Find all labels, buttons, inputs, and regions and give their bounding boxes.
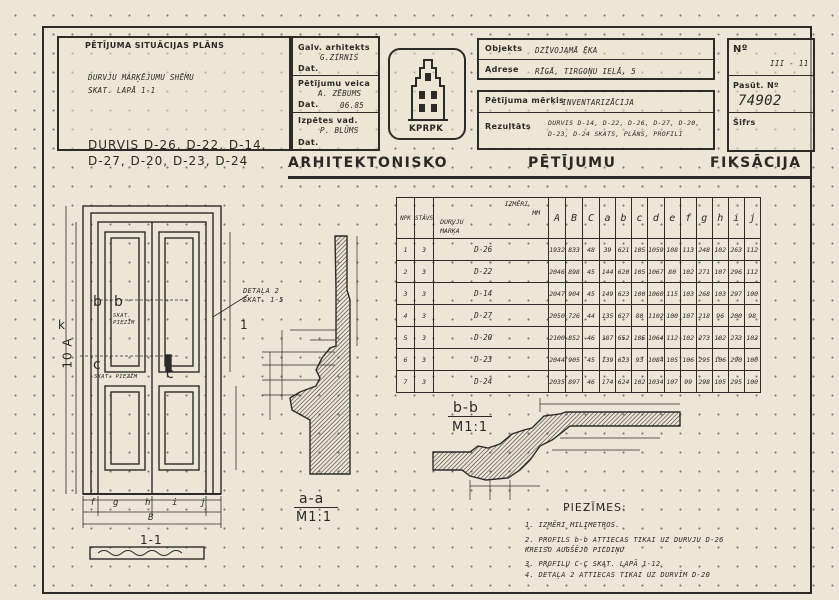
cell-value: 1067 (648, 261, 665, 283)
col-header-mark (434, 198, 549, 239)
purpose-label: Pētījuma mērķis (485, 96, 565, 105)
col-header-h: h (712, 198, 728, 239)
mark-b-note-1: SKAT. (113, 313, 132, 319)
cell-value: 1932 (549, 239, 566, 261)
table-row (397, 349, 761, 371)
lead-value: A. ZĒBUMS (318, 89, 362, 98)
cell-value: 102 (680, 261, 696, 283)
cell-value: 45 (583, 349, 600, 371)
chief-value: G.ZIRNIS (320, 53, 359, 62)
cell-value: 100 (632, 283, 648, 305)
cell-value: 624 (616, 371, 632, 393)
mark-b-note-2: PIEZĪM (113, 320, 135, 326)
cell-value: 623 (616, 283, 632, 305)
col-header-j: j (744, 198, 760, 239)
table-row (397, 239, 761, 261)
mark-c-note: SKAT. PIEZĪM (94, 374, 138, 380)
cell-value: 144 (600, 261, 616, 283)
cell-value: 295 (728, 371, 744, 393)
cell-value: 100 (744, 349, 760, 371)
banner-word-2: PĒTĪJUMU (528, 155, 617, 171)
cell-value: 80 (632, 305, 648, 327)
object-value: DZĪVOJAMĀ ĒKA (535, 46, 598, 55)
col-header-B: B (566, 198, 583, 239)
profile-bb-scale: M1:1 (452, 420, 489, 435)
bottom-dim-h: h (145, 498, 151, 508)
col-header-A: A (549, 198, 566, 239)
col-header-i: i (728, 198, 744, 239)
cell-value: 108 (664, 239, 680, 261)
row-door-mark: D-22 (434, 261, 549, 283)
cell-value: 2035 (549, 371, 566, 393)
cell-value: 44 (583, 305, 600, 327)
cell-value: 1064 (648, 327, 665, 349)
cell-value: 621 (616, 239, 632, 261)
situation-text-1: DURVJU MARĶĒJUMU SHĒMU (88, 73, 194, 82)
cell-value: 100 (744, 371, 760, 393)
cell-value: 1102 (648, 305, 665, 327)
cell-value: 139 (600, 349, 616, 371)
cell-value: 298 (696, 371, 712, 393)
row-door-mark: D-14 (434, 283, 549, 305)
row-number: 5 (397, 327, 415, 349)
note-2a: 2. PROFILS b-b ATTIECAS TIKAI UZ DURVJU D-26 (525, 536, 724, 544)
mark-c-2: c (166, 366, 175, 382)
cell-value: 1060 (648, 283, 665, 305)
mark-b-2: b (114, 294, 124, 310)
cell-value: 112 (744, 261, 760, 283)
row-floor: 3 (415, 327, 434, 349)
col-header-mark-2: MARĶA (440, 227, 460, 235)
profile-aa-title: a-a (299, 491, 325, 507)
cell-value: 102 (680, 327, 696, 349)
cell-value: 98 (744, 305, 760, 327)
cell-value: 627 (616, 305, 632, 327)
cell-value: 852 (566, 327, 583, 349)
banner-word-1: ARHITEKTONISKO (288, 155, 449, 171)
cell-value: 107 (680, 305, 696, 327)
results-label: Rezultāts (485, 122, 532, 131)
cell-value: 105 (632, 239, 648, 261)
table-row (397, 327, 761, 349)
cell-value: 620 (616, 261, 632, 283)
cell-value: 290 (728, 349, 744, 371)
cell-value: 113 (680, 239, 696, 261)
cell-value: 218 (696, 305, 712, 327)
col-header-mark-unit: MM (532, 209, 541, 217)
cell-value: 103 (712, 283, 728, 305)
banner-word-3: FIKSĀCIJA (710, 155, 802, 171)
col-header-floor: STĀVS (415, 198, 434, 239)
col-header-a: a (600, 198, 616, 239)
cell-value: 102 (712, 327, 728, 349)
cell-value: 107 (664, 371, 680, 393)
col-header-nr: NPK (397, 198, 415, 239)
cell-value: 273 (696, 327, 712, 349)
cell-value: 905 (566, 349, 583, 371)
table-row (397, 305, 761, 327)
address-value: RĪGĀ, TIRGOŅU IELĀ, 5 (535, 67, 637, 76)
cell-value: 45 (583, 283, 600, 305)
cell-value: 295 (696, 349, 712, 371)
results-line-2: D-23, D-24 SKATS, PLĀNS, PROFILI (548, 130, 683, 138)
cell-value: 2044 (549, 349, 566, 371)
cell-value: 135 (600, 305, 616, 327)
bottom-dim-f: f (90, 498, 96, 508)
drawn-value: P. BLŪMS (320, 126, 359, 135)
cell-value: 833 (566, 239, 583, 261)
col-header-f: f (680, 198, 696, 239)
cell-value: 115 (664, 283, 680, 305)
cell-value: 48 (583, 239, 600, 261)
cell-value: 112 (744, 239, 760, 261)
cell-value: 263 (728, 239, 744, 261)
cell-value: 106 (680, 349, 696, 371)
cell-value: 102 (744, 327, 760, 349)
col-header-C: C (583, 198, 600, 239)
doors-list-1: DURVIS D-26, D-22, D-14, (88, 138, 267, 152)
profile-aa-scale: M1:1 (296, 510, 333, 525)
sifrs-label: Šifrs (733, 118, 756, 127)
cell-value: 100 (744, 283, 760, 305)
cell-value: 897 (566, 371, 583, 393)
cell-value: 2100 (549, 327, 566, 349)
cell-value: 904 (566, 283, 583, 305)
cell-value: 105 (664, 349, 680, 371)
cell-value: 1084 (648, 349, 665, 371)
cell-value: 1059 (648, 239, 665, 261)
doors-list-2: D-27, D-20, D-23, D-24 (88, 154, 249, 168)
logo-text: KPRPK (409, 124, 444, 134)
col-header-b: b (616, 198, 632, 239)
cell-value: 99 (680, 371, 696, 393)
cell-value: 2046 (549, 261, 566, 283)
bottom-dim-i: i (172, 498, 178, 508)
row-floor: 3 (415, 283, 434, 305)
row-number: 3 (397, 283, 415, 305)
row-number: 2 (397, 261, 415, 283)
cell-value: 39 (600, 239, 616, 261)
detail-note-2: SKAT. 1-5 (243, 296, 284, 304)
results-line-1: DURVIS D-14, D-22, D-26, D-27, D-20, (548, 119, 700, 127)
cell-value: 105 (632, 261, 648, 283)
cell-value: 107 (712, 261, 728, 283)
cell-value: 726 (566, 305, 583, 327)
cell-value: 296 (728, 261, 744, 283)
chief-date-label: Dat. (298, 64, 319, 73)
profile-bb-title: b-b (453, 400, 479, 416)
note-1: 1. IZMĒRI MILIMETROS. (525, 521, 620, 529)
cell-value: 297 (728, 283, 744, 305)
cell-value: 80 (664, 261, 680, 283)
row-number: 7 (397, 371, 415, 393)
note-2b: KREISO AUGŠĒJO PILDIŅU (525, 546, 625, 554)
cell-value: 652 (616, 327, 632, 349)
note-4: 4. DETAĻA 2 ATTIECAS TIKAI UZ DURVĪM D-20 (525, 571, 711, 579)
cell-value: 2047 (549, 283, 566, 305)
note-3: 3. PROFILU C-C SKAT. LAPĀ 1-12 (525, 560, 661, 568)
cell-value: 623 (616, 349, 632, 371)
situation-text-2: SKAT. LAPĀ 1-1 (88, 86, 156, 95)
row-floor: 3 (415, 239, 434, 261)
cell-value: 268 (696, 283, 712, 305)
cell-value: 46 (583, 371, 600, 393)
cell-value: 102 (632, 371, 648, 393)
l-label: 1 (240, 318, 249, 332)
cell-value: 200 (728, 305, 744, 327)
lead-date-label: Dat. (298, 100, 319, 109)
table-row (397, 283, 761, 305)
table-row (397, 371, 761, 393)
chief-label: Galv. arhitekts (298, 43, 371, 52)
bottom-dim-g: g (113, 498, 119, 508)
object-label: Objekts (485, 44, 523, 53)
bottom-dim-j: j (200, 498, 206, 508)
no-label: Nº (733, 44, 748, 55)
mark-b-1: b (93, 294, 103, 310)
row-door-mark: D-23 (434, 349, 549, 371)
col-header-g: g (696, 198, 712, 239)
purpose-value: INVENTARIZĀCIJA (562, 98, 635, 107)
cell-value: 105 (712, 371, 728, 393)
table-row (397, 261, 761, 283)
no-value: III - 11 (770, 59, 809, 68)
cell-value: 46 (583, 327, 600, 349)
row-floor: 3 (415, 305, 434, 327)
detail-note-1: DETAĻA 2 (243, 287, 280, 295)
mark-c-1: c (93, 357, 102, 373)
row-door-mark: D-27 (434, 305, 549, 327)
cell-value: 2050 (549, 305, 566, 327)
cell-value: 93 (632, 349, 648, 371)
pasut-value: 74902 (738, 93, 782, 109)
cell-value: 174 (600, 371, 616, 393)
cell-value: 105 (632, 327, 648, 349)
col-header-e: e (664, 198, 680, 239)
door-dimensions-table (396, 197, 761, 393)
row-door-mark: D-26 (434, 239, 549, 261)
cell-value: 1034 (648, 371, 665, 393)
col-header-mark-top: IZMĒRI (504, 200, 529, 208)
cell-value: 187 (600, 327, 616, 349)
drawn-date-label: Dat. (298, 138, 319, 147)
cell-value: 273 (728, 327, 744, 349)
cell-value: 898 (566, 261, 583, 283)
cell-value: 271 (696, 261, 712, 283)
col-header-d: d (648, 198, 665, 239)
row-door-mark: D-24 (434, 371, 549, 393)
cell-value: 100 (664, 305, 680, 327)
cell-value: 45 (583, 261, 600, 283)
cell-value: 248 (696, 239, 712, 261)
cell-value: 96 (712, 305, 728, 327)
row-number: 1 (397, 239, 415, 261)
lead-date-value: 06.85 (340, 101, 365, 110)
height-label: 10 A (60, 337, 75, 369)
row-floor: 3 (415, 349, 434, 371)
k-label: k (58, 318, 66, 332)
row-floor: 3 (415, 261, 434, 283)
row-number: 6 (397, 349, 415, 371)
lead-label: Pētījumu veica (298, 79, 371, 88)
cell-value: 103 (680, 283, 696, 305)
row-door-mark: D-20 (434, 327, 549, 349)
pasut-label: Pasūt. Nº (733, 81, 779, 90)
address-label: Adrese (485, 65, 519, 74)
notes-title: PIEZĪMES: (563, 501, 627, 514)
row-floor: 3 (415, 371, 434, 393)
cell-value: 112 (664, 327, 680, 349)
cell-value: 149 (600, 283, 616, 305)
section-label: 1-1 (140, 533, 163, 547)
col-header-c: c (632, 198, 648, 239)
situation-title: PĒTĪJUMA SITUĀCIJAS PLĀNS (85, 41, 225, 50)
col-header-mark-1: DURVJU (440, 218, 464, 226)
row-number: 4 (397, 305, 415, 327)
cell-value: 102 (712, 239, 728, 261)
drawn-label: Izpētes vad. (298, 116, 358, 125)
bottom-dim-b: B (148, 513, 154, 523)
cell-value: 106 (712, 349, 728, 371)
